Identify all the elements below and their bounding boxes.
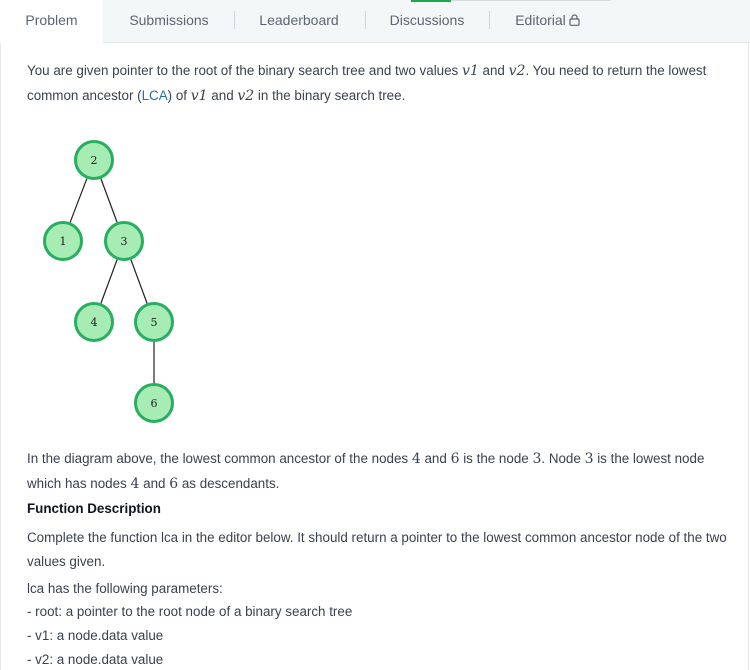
explain-text: and — [139, 475, 170, 491]
tree-node-4 — [76, 304, 113, 341]
tab-submissions-label: Submissions — [129, 12, 209, 28]
tree-node-label: 6 — [150, 397, 158, 410]
parameter-root: - root: a pointer to the root node of a binary search tree — [27, 604, 353, 619]
explain-text: In the diagram above, the lowest common ancestor of the nodes — [27, 451, 412, 466]
math-node-3: 3 — [532, 451, 542, 467]
function-description-heading: Function Description — [27, 501, 161, 516]
tree-node-label: 1 — [59, 235, 67, 248]
tree-node-6 — [136, 385, 173, 422]
intro-text: ) of — [167, 87, 191, 103]
intro-text: and — [207, 87, 238, 103]
math-v2: v2 — [237, 87, 255, 104]
math-node-4: 4 — [411, 451, 421, 467]
tree-edge-2-3 — [101, 179, 117, 222]
problem-statement — [0, 43, 749, 670]
tab-problem[interactable] — [0, 0, 103, 43]
tree-node-label: 3 — [120, 235, 128, 248]
problem-tabs — [0, 0, 750, 43]
math-v1: v1 — [190, 87, 208, 104]
tab-separator — [234, 11, 235, 29]
tree-node-5 — [136, 304, 173, 341]
explain-text: and — [420, 451, 451, 466]
parameter-v2: - v2: a node.data value — [27, 652, 164, 667]
math-node-6: 6 — [450, 451, 460, 467]
tree-node-label: 2 — [90, 154, 98, 167]
math-node-6: 6 — [169, 475, 179, 492]
math-v1: v1 — [461, 63, 479, 79]
tab-separator — [365, 11, 366, 29]
lca-link[interactable]: LCA — [141, 87, 168, 103]
math-v2: v2 — [508, 63, 526, 79]
explain-text: . Node — [541, 451, 585, 466]
intro-text: in the binary search tree. — [254, 87, 406, 103]
intro-text: . You need to return the lowest common ancestor ( — [27, 63, 707, 103]
intro-text: You are given pointer to the root of the binary search tree and two values — [27, 63, 462, 78]
tree-node-3 — [106, 223, 143, 260]
intro-text: and — [478, 63, 509, 78]
tree-edge-3-4 — [101, 260, 117, 303]
explanation-paragraph — [27, 447, 727, 496]
tree-node-2 — [76, 142, 113, 179]
math-node-4: 4 — [130, 475, 140, 492]
tree-node-1 — [45, 223, 82, 260]
tree-edge-2-1 — [70, 179, 87, 223]
tab-editorial-label: Editorial — [515, 12, 566, 28]
explain-text: is the lowest node which has nodes — [27, 451, 705, 491]
function-description-body: Complete the function lca in the editor below. It should return a pointer to the lowest common ancestor node of the two values given. — [27, 530, 727, 569]
tab-discussions-label: Discussions — [389, 12, 465, 28]
tree-edge-3-5 — [131, 260, 147, 303]
tab-submissions[interactable] — [113, 0, 225, 42]
intro-paragraph — [27, 59, 727, 108]
explain-text: as descendants. — [178, 475, 280, 491]
binary-search-tree-diagram — [31, 135, 191, 435]
tree-node-label: 5 — [150, 316, 158, 329]
tab-leaderboard[interactable] — [242, 0, 356, 42]
math-node-3: 3 — [584, 451, 594, 467]
tab-discussions[interactable] — [374, 0, 480, 42]
explain-text: is the node — [459, 451, 533, 466]
tab-editorial[interactable] — [500, 0, 595, 42]
tab-problem-label: Problem — [25, 12, 78, 28]
tab-leaderboard-label: Leaderboard — [259, 12, 339, 28]
parameter-v1: - v1: a node.data value — [27, 628, 164, 643]
tab-separator — [489, 11, 490, 29]
parameters-intro: lca has the following parameters: — [27, 581, 223, 596]
lock-icon — [569, 14, 580, 26]
tree-node-label: 4 — [90, 316, 98, 329]
